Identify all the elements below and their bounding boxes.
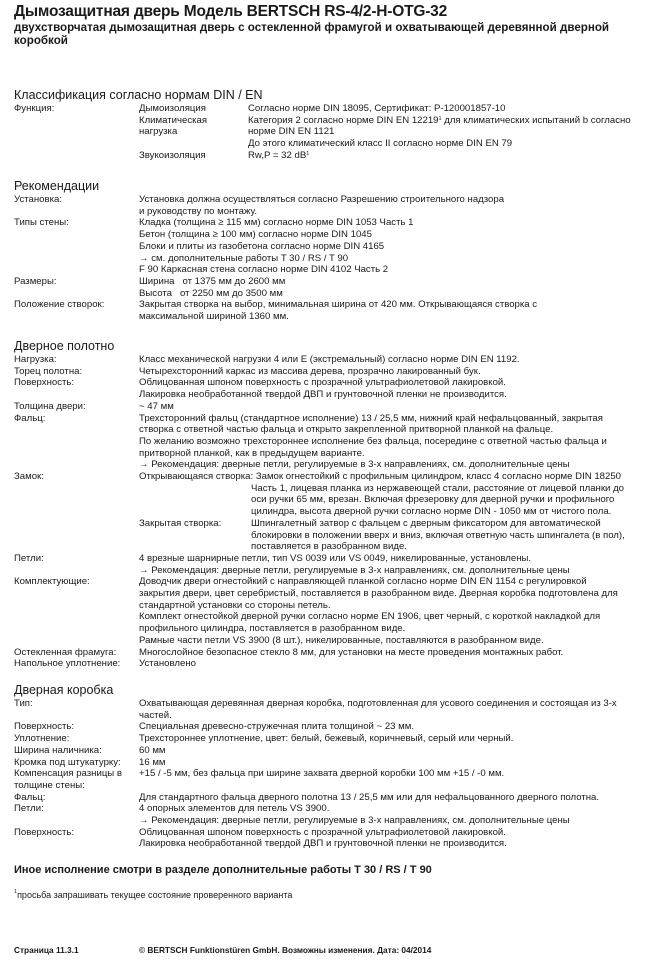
spec-row — [14, 354, 644, 366]
row-label: Поверхность: — [14, 377, 75, 389]
row-label: Петли: — [14, 552, 44, 564]
row-value: Для стандартного фальца дверного полотна 13 / 25,5 мм или для нефальцованного дверного полотна. — [139, 791, 600, 803]
section-door-frame — [14, 683, 644, 850]
row-label: Кромка под штукатурку: — [14, 756, 121, 768]
row-label: Фальц: — [14, 412, 46, 424]
spec-row — [14, 553, 644, 576]
item-value: Согласно норме DIN 18095, Сертификат: P-120001857-10 — [248, 103, 506, 114]
row-value: +15 / -5 мм, без фальца при ширине захвата дверной коробки 100 мм +15 / -0 мм. — [139, 768, 505, 780]
spec-row — [14, 366, 644, 378]
row-value: максимальной шириной 1360 мм. — [139, 311, 289, 323]
spec-row — [14, 733, 644, 745]
spec-row — [14, 217, 644, 276]
row-label: Напольное уплотнение: — [14, 658, 121, 670]
spec-row-lock — [14, 471, 644, 553]
classification-item-sound — [139, 150, 644, 162]
row-value: стандартной установки со стороны петель. — [139, 599, 331, 611]
row-label: Толщина двери: — [14, 400, 86, 412]
spec-row — [14, 757, 644, 769]
spec-row — [14, 721, 644, 733]
page-footer — [14, 945, 431, 955]
section-door-leaf — [14, 339, 644, 670]
row-value: ~ 47 мм — [139, 400, 174, 412]
row-value: поставляется в разобранном виде. — [251, 541, 407, 553]
section-heading: Классификация согласно нормам DIN / EN — [14, 88, 263, 102]
row-value: блокировки в положении вверх и вниз, включая ответную часть шпингалета (в пол), — [251, 529, 625, 541]
row-value: Высота от 2250 мм до 3500 мм — [139, 287, 283, 299]
section-classification — [14, 88, 644, 162]
row-label: Уплотнение: — [14, 733, 70, 745]
row-value: Лакировка необработанной твердой ДВП и грунтовочной пленки не производится. — [139, 389, 507, 401]
spec-row — [14, 698, 644, 721]
spec-row — [14, 377, 644, 400]
row-value: Установка должна осуществляться согласно Разрешению строительного надзора — [139, 194, 505, 205]
page-subtitle: двухстворчатая дымозащитная дверь с остекленной фрамугой и охватывающей деревянной дверной коробкой — [14, 21, 610, 47]
item-value: До этого климатический класс II согласно норме DIN EN 79 — [248, 138, 513, 150]
spec-row — [14, 194, 644, 217]
row-value: профильного цилиндра, поставляется в разобранном виде. — [139, 623, 406, 635]
row-label: Торец полотна: — [14, 365, 83, 377]
row-value: Бетон (толщина ≥ 100 мм) согласно норме DIN 1045 — [139, 229, 372, 241]
row-label: Нагрузка: — [14, 354, 57, 365]
spec-row — [14, 803, 644, 826]
footnote — [14, 890, 292, 900]
row-value: цилиндра, высота дверной ручки согласно норме DIN - 1050 мм от чистого пола. — [251, 506, 612, 518]
page-number: Страница 11.3.1 — [14, 945, 79, 955]
item-label: Звукоизоляция — [139, 149, 206, 161]
item-label: Дымоизоляция — [139, 103, 206, 114]
footnote-marker: 1 — [306, 150, 310, 157]
row-value: и руководству по монтажу. — [139, 205, 258, 217]
row-value: 16 мм — [139, 756, 166, 768]
row-label: Положение створок: — [14, 299, 105, 311]
spec-row — [14, 827, 644, 850]
other-versions-note: Иное исполнение смотри в разделе дополнительные работы T 30 / RS / T 90 — [14, 864, 432, 876]
row-value: 4 врезные шарнирные петли, тип VS 0039 или VS 0049, никелированные, установлены. — [139, 552, 532, 564]
spec-row — [14, 647, 644, 659]
row-label: Компенсация разницы в толщине стены: — [14, 768, 122, 791]
footnote-text: просьба запрашивать текущее состояние проверенного варианта — [17, 890, 293, 900]
copyright: © BERTSCH Funktionstüren GmbH. Возможны изменения. Дата: 04/2014 — [139, 945, 432, 955]
row-value: Кладка (толщина ≥ 115 мм) согласно норме DIN 1053 Часть 1 — [139, 217, 414, 229]
spec-row — [14, 745, 644, 757]
row-label: Типы стены: — [14, 217, 69, 229]
row-label: Замок: — [14, 471, 44, 483]
row-value: створка с ответной частью фальца и открыто закрепленной притворной планкой на фальце. — [139, 424, 554, 436]
row-value: По желанию возможно трехстороннее исполнение без фальца, посередине с ответной частью фальца и — [139, 435, 607, 447]
row-label: Петли: — [14, 803, 44, 815]
row-value: притворной планкой, как в предыдущем варианте. — [139, 447, 365, 459]
section-heading: Дверная коробка — [14, 683, 114, 697]
spec-row — [14, 768, 644, 791]
cross-reference-link[interactable]: → см. дополнительные работы T 30 / RS / T 90 — [139, 252, 349, 264]
row-label: Поверхность: — [14, 826, 75, 838]
row-value: Комплект огнестойкой дверной ручки согласно норме EN 1906, цвет черный, с короткой накладкой для — [139, 611, 601, 623]
row-value: F 90 Каркасная стена согласно норме DIN 4102 Часть 2 — [139, 264, 389, 276]
lock-open-leaf-first: Открывающаяся створка: Замок огнестойкий с профильным цилиндром, класс 4 согласно норме DIN 18250 — [139, 471, 622, 483]
row-label: Размеры: — [14, 275, 57, 287]
row-value: 4 опорных элементов для петель VS 3900. — [139, 803, 330, 815]
row-label: Остекленная фрамуга: — [14, 646, 117, 658]
row-value: Установлено — [139, 658, 196, 670]
spec-row — [14, 658, 644, 670]
page-title: Дымозащитная дверь Модель BERTSCH RS-4/2-H-OTG-32 — [14, 3, 448, 20]
row-value: Охватывающая деревянная дверная коробка, подготовленная для усового соединения и состоящая из 3-х — [139, 698, 617, 709]
row-label: Функция: — [14, 103, 55, 114]
footnote-marker: 1 — [14, 889, 18, 895]
row-value: Трехсторонний фальц (стандартное исполнение) 13 / 25,5 мм, нижний край нефальцованный, закрытая — [139, 412, 603, 424]
row-value: Специальная древесно-стружечная плита толщиной ~ 23 мм. — [139, 721, 415, 733]
section-recommendations — [14, 179, 644, 323]
spec-row — [14, 276, 644, 299]
row-value: Блоки и плиты из газобетона согласно норме DIN 4165 — [139, 240, 385, 252]
spec-row — [14, 792, 644, 804]
row-value: Трехстороннее уплотнение, цвет: белый, бежевый, коричневый, серый или черный. — [139, 733, 514, 745]
cross-reference-link[interactable]: → Рекомендация: дверные петли, регулируемые в 3-х направлениях, см. дополнительные цены — [139, 459, 570, 471]
row-label: Установка: — [14, 194, 63, 205]
row-value: Облицованная шпоном поверхность с прозрачной ультрафиолетовой лакировкой. — [139, 826, 506, 838]
footnote-marker: 1 — [438, 115, 442, 122]
row-label: Тип: — [14, 698, 33, 709]
row-value: частей. — [139, 709, 172, 721]
spec-row — [14, 401, 644, 413]
row-value: Класс механической нагрузки 4 или E (экстремальный) согласно норме DIN EN 1192. — [139, 354, 520, 365]
lock-closed-leaf — [139, 518, 644, 553]
spec-row — [14, 576, 644, 646]
cross-reference-link[interactable]: → Рекомендация: дверные петли, регулируемые в 3-х направлениях, см. дополнительные цены — [139, 564, 570, 576]
item-label: Климатическая нагрузка — [139, 114, 208, 138]
row-value: оси ручки 65 мм, врезан. Включая фрезеровку для дверной ручки и профильного — [251, 494, 615, 506]
lock-open-leaf — [139, 483, 644, 518]
row-value: 60 мм — [139, 744, 166, 756]
row-value: Часть 1, лицевая планка из нержавеющей стали, расстояние от лицевой планки до — [251, 482, 625, 494]
item-label: Закрытая створка: — [139, 517, 222, 529]
row-label: Поверхность: — [14, 721, 75, 733]
row-value: Доводчик двери огнестойкий с направляющей планкой согласно норме DIN EN 1154 с регулировкой — [139, 576, 587, 588]
row-label: Комплектующие: — [14, 576, 90, 588]
item-value: Категория 2 согласно норме DIN EN 12219$^1$ для климатических испытаний b согласно норме DIN EN 1121 — [248, 114, 631, 138]
classification-row — [14, 103, 644, 162]
section-heading: Рекомендации — [14, 179, 100, 193]
row-value: Ширина от 1375 мм до 2600 мм — [139, 275, 286, 287]
classification-item-climate — [139, 115, 644, 150]
row-value: Лакировка необработанной твердой ДВП и грунтовочной пленки не производится. — [139, 838, 507, 850]
spec-row — [14, 299, 644, 322]
row-value: Рамные части петли VS 3900 (8 шт.), никелированные, поставляются в разобранном виде. — [139, 634, 544, 646]
row-value: Многослойное безопасное стекло 8 мм, для установки на месте проведения монтажных работ. — [139, 646, 564, 658]
row-value: Закрытая створка на выбор, минимальная ширина от 420 мм. Открывающаяся створка с — [139, 299, 538, 311]
row-label: Ширина наличника: — [14, 744, 102, 756]
row-value: Четырехсторонний каркас из массива дерева, прозрачно лакированный бук. — [139, 365, 481, 377]
cross-reference-link[interactable]: → Рекомендация: дверные петли, регулируемые в 3-х направлениях, см. дополнительные цены — [139, 815, 570, 827]
classification-item-smoke — [139, 103, 644, 115]
item-value: Rw,P = 32 $dB^1$ — [248, 149, 310, 161]
row-value: закрытия двери, цвет серебристый, поставляется в разобранном виде. Дверная коробка подготовлена для — [139, 588, 618, 600]
row-label: Фальц: — [14, 791, 46, 803]
row-value: Шпингалетный затвор с фальцем с дверным фиксатором для автоматической — [251, 517, 601, 529]
row-value: Облицованная шпоном поверхность с прозрачной ультрафиолетовой лакировкой. — [139, 377, 506, 389]
section-heading: Дверное полотно — [14, 339, 115, 353]
spec-row — [14, 413, 644, 472]
